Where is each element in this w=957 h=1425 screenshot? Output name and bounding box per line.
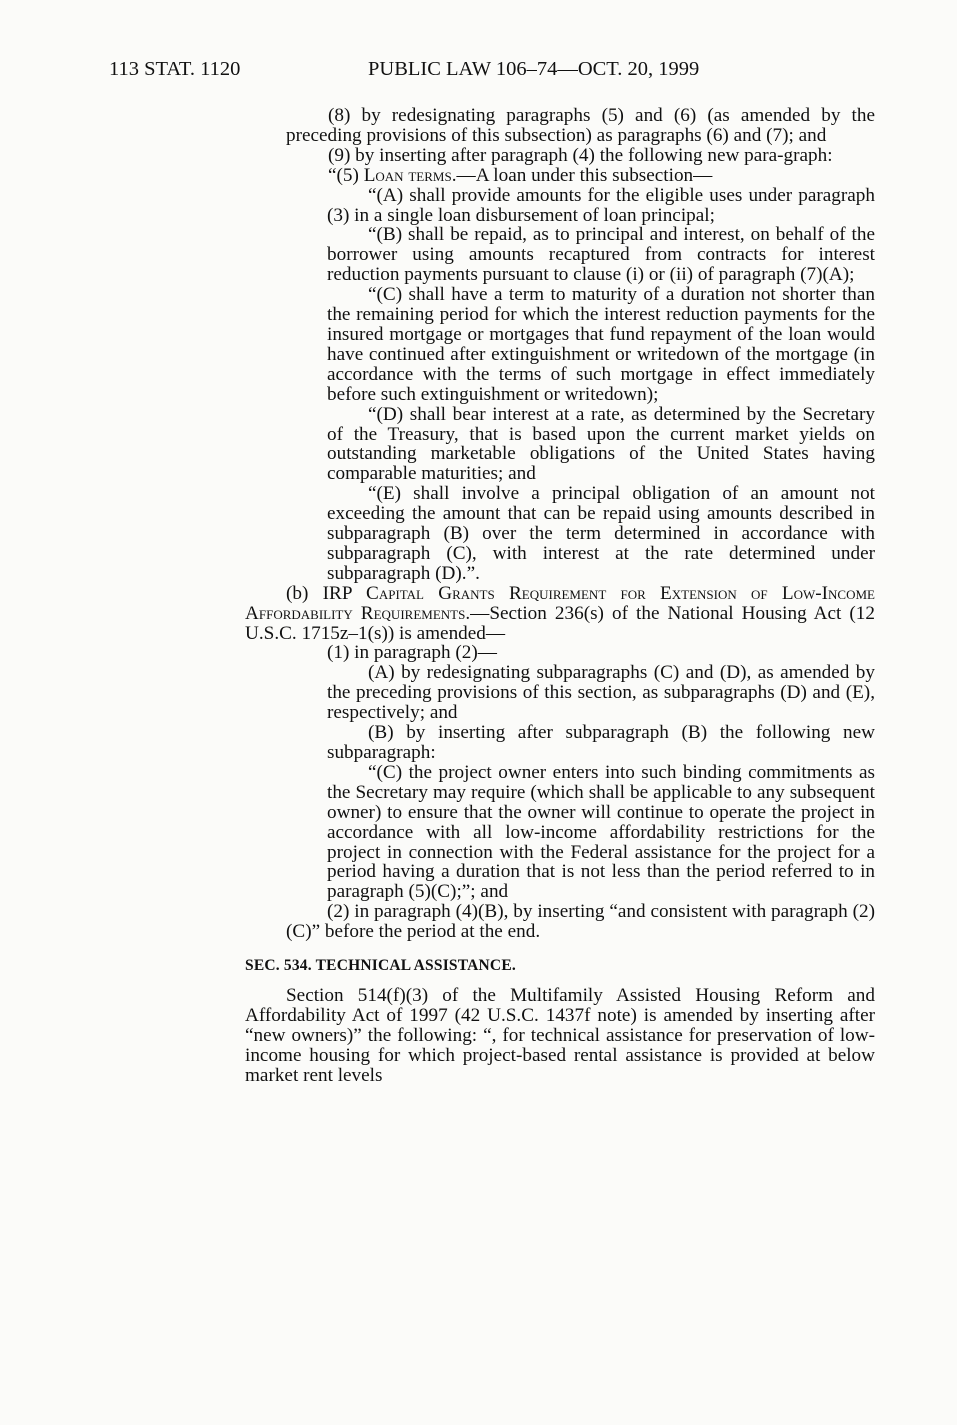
- section-heading: SEC. 534. TECHNICAL ASSISTANCE.: [245, 957, 516, 975]
- page-header: [0, 58, 957, 86]
- subparagraph-d: “(D) shall bear interest at a rate, as determined by the Secretary of the Treasury, that is based upon the current market yields on outstanding marketable obligations of the United States having comparable maturities; and: [327, 403, 875, 485]
- subsection-b: (b) IRP Capital Grants Requirement for Extension of Low-Income Affordability Requirements.—Section 236(s) of the National Housing Act (12 U.S.C. 1715z–1(s)) is amended—: [245, 582, 875, 644]
- paragraph-9: (9) by inserting after paragraph (4) the following new para-graph:: [328, 144, 833, 166]
- subsection-b-2: (2) in paragraph (4)(B), by inserting “and consistent with paragraph (2)(C)” before the period at the end.: [286, 901, 875, 943]
- subsection-b-1-a: (A) by redesignating subparagraphs (C) and (D), as amended by the preceding provisions of this section, as subparagraphs (D) and (E), respectively; and: [327, 662, 875, 724]
- subsection-b-1-c: “(C) the project owner enters into such binding commitments as the Secretary may require (which shall be applicable to any subsequent owner) to ensure that the owner will continue to operate the project in accordance with all low-income affordability restrictions for the project in connection with the Federal assistance for the project for a period having a duration that is not less than the period referred to in paragraph (5)(C);”; and: [327, 761, 875, 903]
- subparagraph-b: “(B) shall be repaid, as to principal and interest, on behalf of the borrower using amounts recaptured from contracts for interest reduction payments pursuant to clause (i) or (ii) of paragraph (7)(A);: [327, 224, 875, 286]
- subparagraph-c: “(C) shall have a term to maturity of a duration not shorter than the remaining period for which the interest reduction payments for the insured mortgage or mortgages that fund repayment of the loan would have continued after extinguishment or writedown of the mortgage (in accordance with the terms of such mortgage in effect immediately before such extinguishment or writedown);: [327, 284, 875, 405]
- body-text: [245, 105, 875, 1086]
- loan-terms-heading: “(5) Loan terms.—A loan under this subsection—: [328, 164, 713, 186]
- subparagraph-a: “(A) shall provide amounts for the eligible uses under paragraph (3) in a single loan disbursement of loan principal;: [327, 184, 875, 226]
- paragraph-8: (8) by redesignating paragraphs (5) and (6) (as amended by the preceding provisions of this subsection) as paragraphs (6) and (7); and: [286, 105, 875, 146]
- subsection-b-1-b: (B) by inserting after subparagraph (B) the following new subparagraph:: [327, 722, 875, 763]
- law-citation: PUBLIC LAW 106–74—OCT. 20, 1999: [368, 58, 700, 80]
- subparagraph-e: “(E) shall involve a principal obligation of an amount not exceeding the amount that can be repaid using amounts described in subparagraph (B) over the term determined in accordance with subparagraph (C), with interest at the rate determined under subparagraph (D).”.: [327, 483, 875, 584]
- section-534-text: Section 514(f)(3) of the Multifamily Assisted Housing Reform and Affordability Act of 1997 (42 U.S.C. 1437f note) is amended by inserting after “new owners)” the following: “, for technical assistance for preservation of low-income housing for which project-based rental assistance is provided at below market rent levels: [245, 984, 875, 1086]
- subsection-b-1: (1) in paragraph (2)—: [327, 642, 497, 664]
- stat-citation: 113 STAT. 1120: [109, 58, 241, 80]
